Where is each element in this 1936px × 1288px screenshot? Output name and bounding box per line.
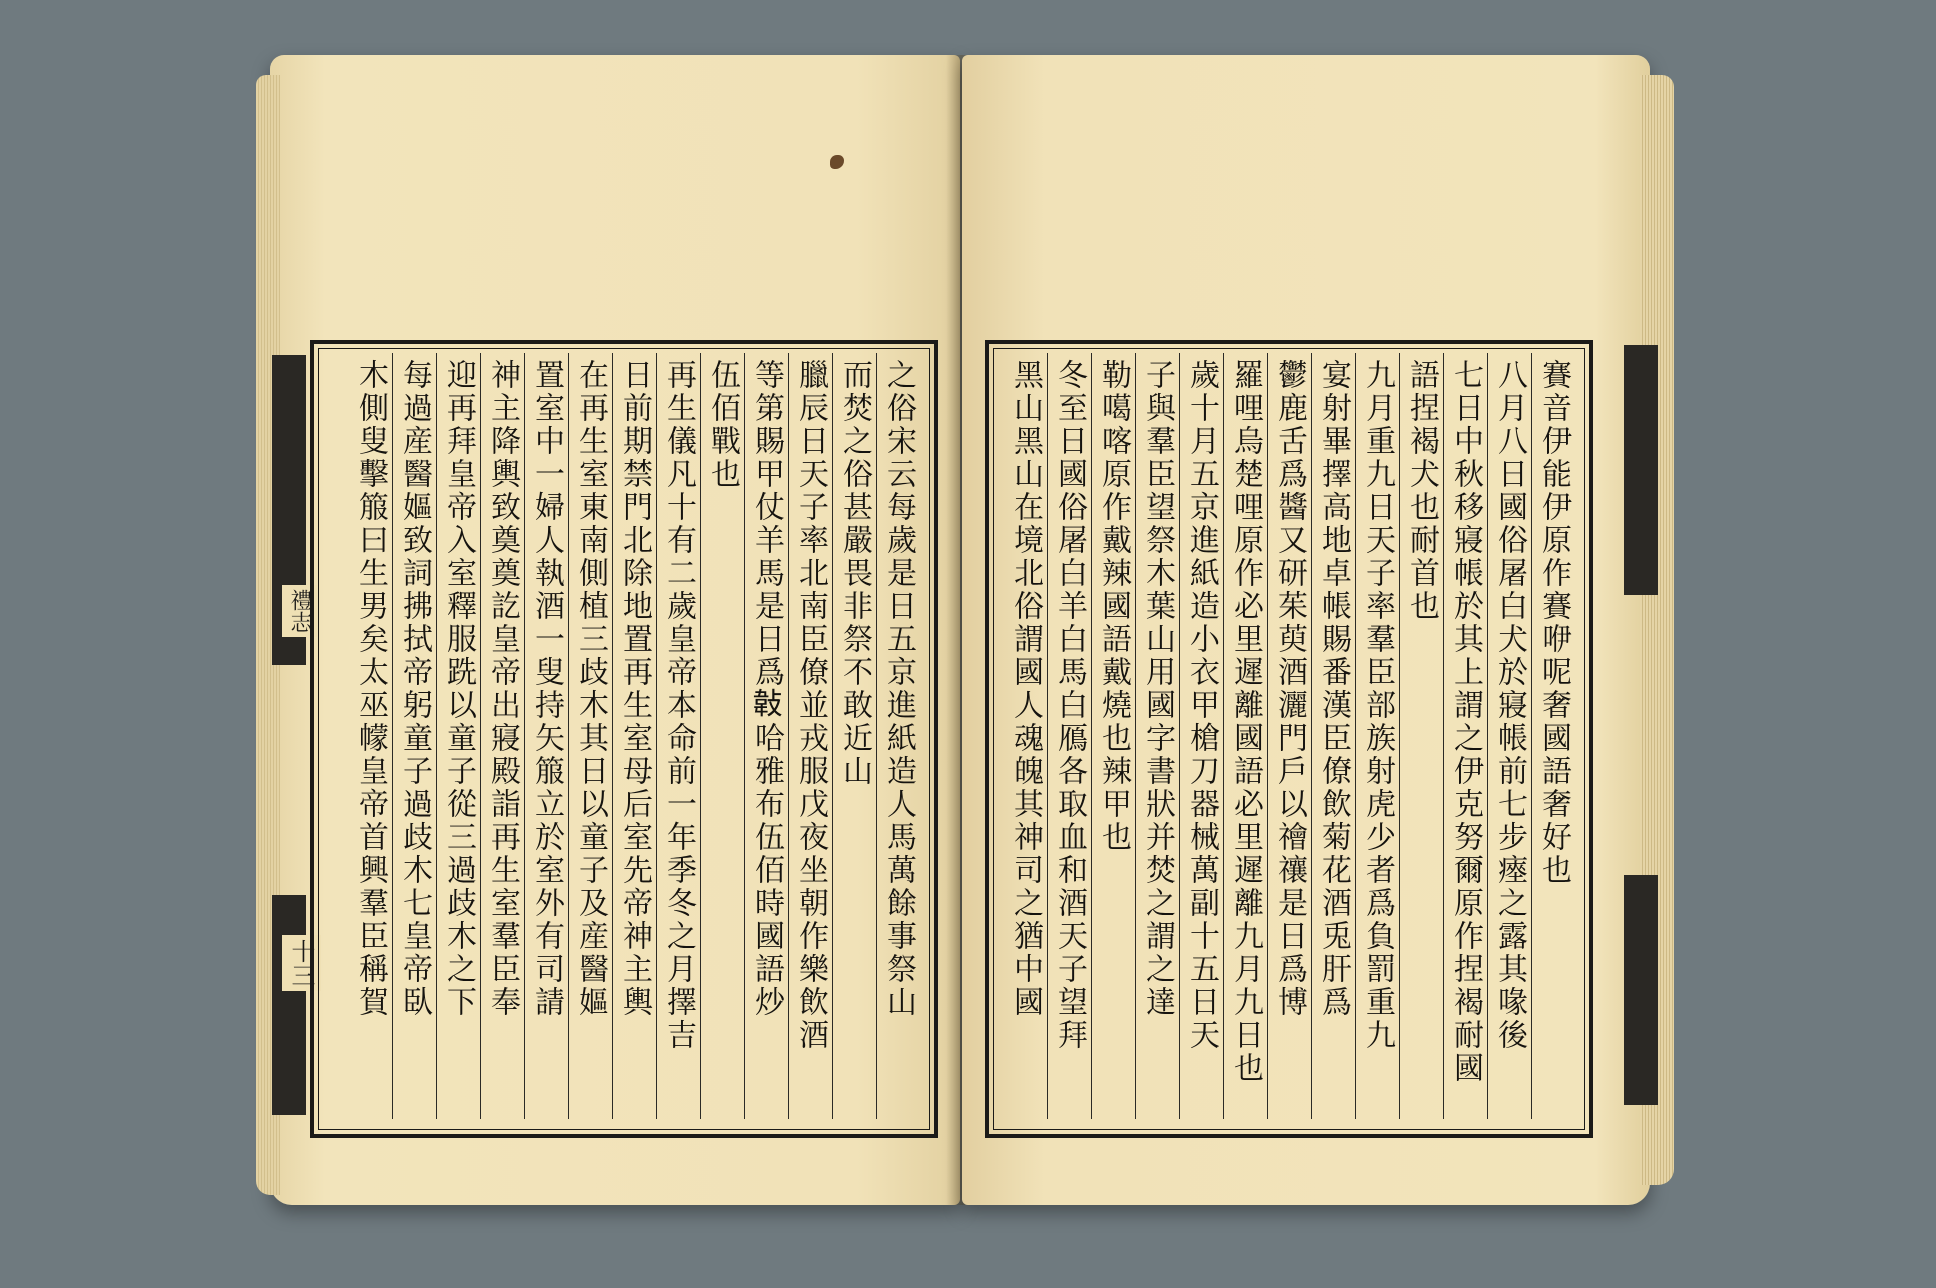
right-column: 鬱鹿舌爲醬又研茱萸酒灑門戶以禬禳是日爲博 [1267, 353, 1311, 1119]
left-column: 木側叟擊箙曰生男矣太巫幪皇帝首興羣臣稱賀 [353, 359, 388, 1019]
left-column: 再生儀凡十有二歲皇帝本命前一年季冬之月擇吉 [656, 353, 700, 1119]
right-text-columns [997, 353, 1575, 1119]
right-column: 賽音伊能伊原作賽咿呢奢國語奢好也 [1531, 353, 1575, 1119]
right-fore-edge-block-lower [1624, 875, 1658, 1105]
right-column: 黑山黑山在境北俗謂國人魂魄其神司之猶中國 [1008, 359, 1043, 1019]
right-fore-edge-block [1624, 345, 1658, 595]
left-column: 臘辰日天子率北南臣僚並戎服戊夜坐朝作樂飲酒 [788, 353, 832, 1119]
left-column: 每過産醫嫗致詞拂拭帝躬童子過歧木七皇帝臥 [392, 353, 436, 1119]
left-column: 伍佰戰也 [700, 353, 744, 1119]
left-column: 而焚之俗甚嚴畏非祭不敢近山 [832, 353, 876, 1119]
right-column: 子與羣臣望祭木葉山用國字書狀并焚之謂之達 [1135, 353, 1179, 1119]
left-column: 神主降輿致奠奠訖皇帝出寢殿詣再生室羣臣奉 [480, 353, 524, 1119]
right-column: 九月重九日天子率羣臣部族射虎少者爲負罰重九 [1355, 353, 1399, 1119]
right-column: 冬至日國俗屠白羊白馬白鴈各取血和酒天子望拜 [1047, 353, 1091, 1119]
ink-spot [830, 155, 844, 169]
left-column: 迎再拜皇帝入室釋服跣以童子從三過歧木之下 [436, 353, 480, 1119]
right-column: 歲十月五京進紙造小衣甲槍刀器械萬副十五日天 [1179, 353, 1223, 1119]
right-column: 勒噶喀原作戴辣國語戴燒也辣甲也 [1091, 353, 1135, 1119]
left-text-columns [322, 353, 920, 1119]
open-book [270, 55, 1650, 1225]
left-fore-edge-block-lower [272, 895, 306, 1115]
left-column: 在再生室東南側植三歧木其日以童子及産醫嫗 [568, 353, 612, 1119]
left-column: 等第賜甲仗羊馬是日爲𢾁哈雅布伍佰時國語炒 [744, 353, 788, 1119]
right-column: 宴射畢擇高地卓帳賜番漢臣僚飲菊花酒兎肝爲 [1311, 353, 1355, 1119]
right-column: 八月八日國俗屠白犬於寢帳前七步瘞之露其喙後 [1487, 353, 1531, 1119]
right-column: 語捏褐犬也耐首也 [1399, 353, 1443, 1119]
left-column: 之俗宋云每歲是日五京進紙造人馬萬餘事祭山 [876, 353, 920, 1119]
left-column: 日前期禁門北除地置再生室母后室先帝神主輿 [612, 353, 656, 1119]
left-folio: 十三 [282, 935, 321, 991]
left-column: 置室中一婦人執酒一叟持矢箙立於室外有司請 [524, 353, 568, 1119]
left-page [270, 55, 960, 1205]
right-column: 七日中秋移寢帳於其上謂之伊克努爾原作捏褐耐國 [1443, 353, 1487, 1119]
left-margin-title: 禮志 [282, 585, 317, 637]
right-column: 羅哩烏楚哩原作必里遲離國語必里遲離九月九日也 [1223, 353, 1267, 1119]
